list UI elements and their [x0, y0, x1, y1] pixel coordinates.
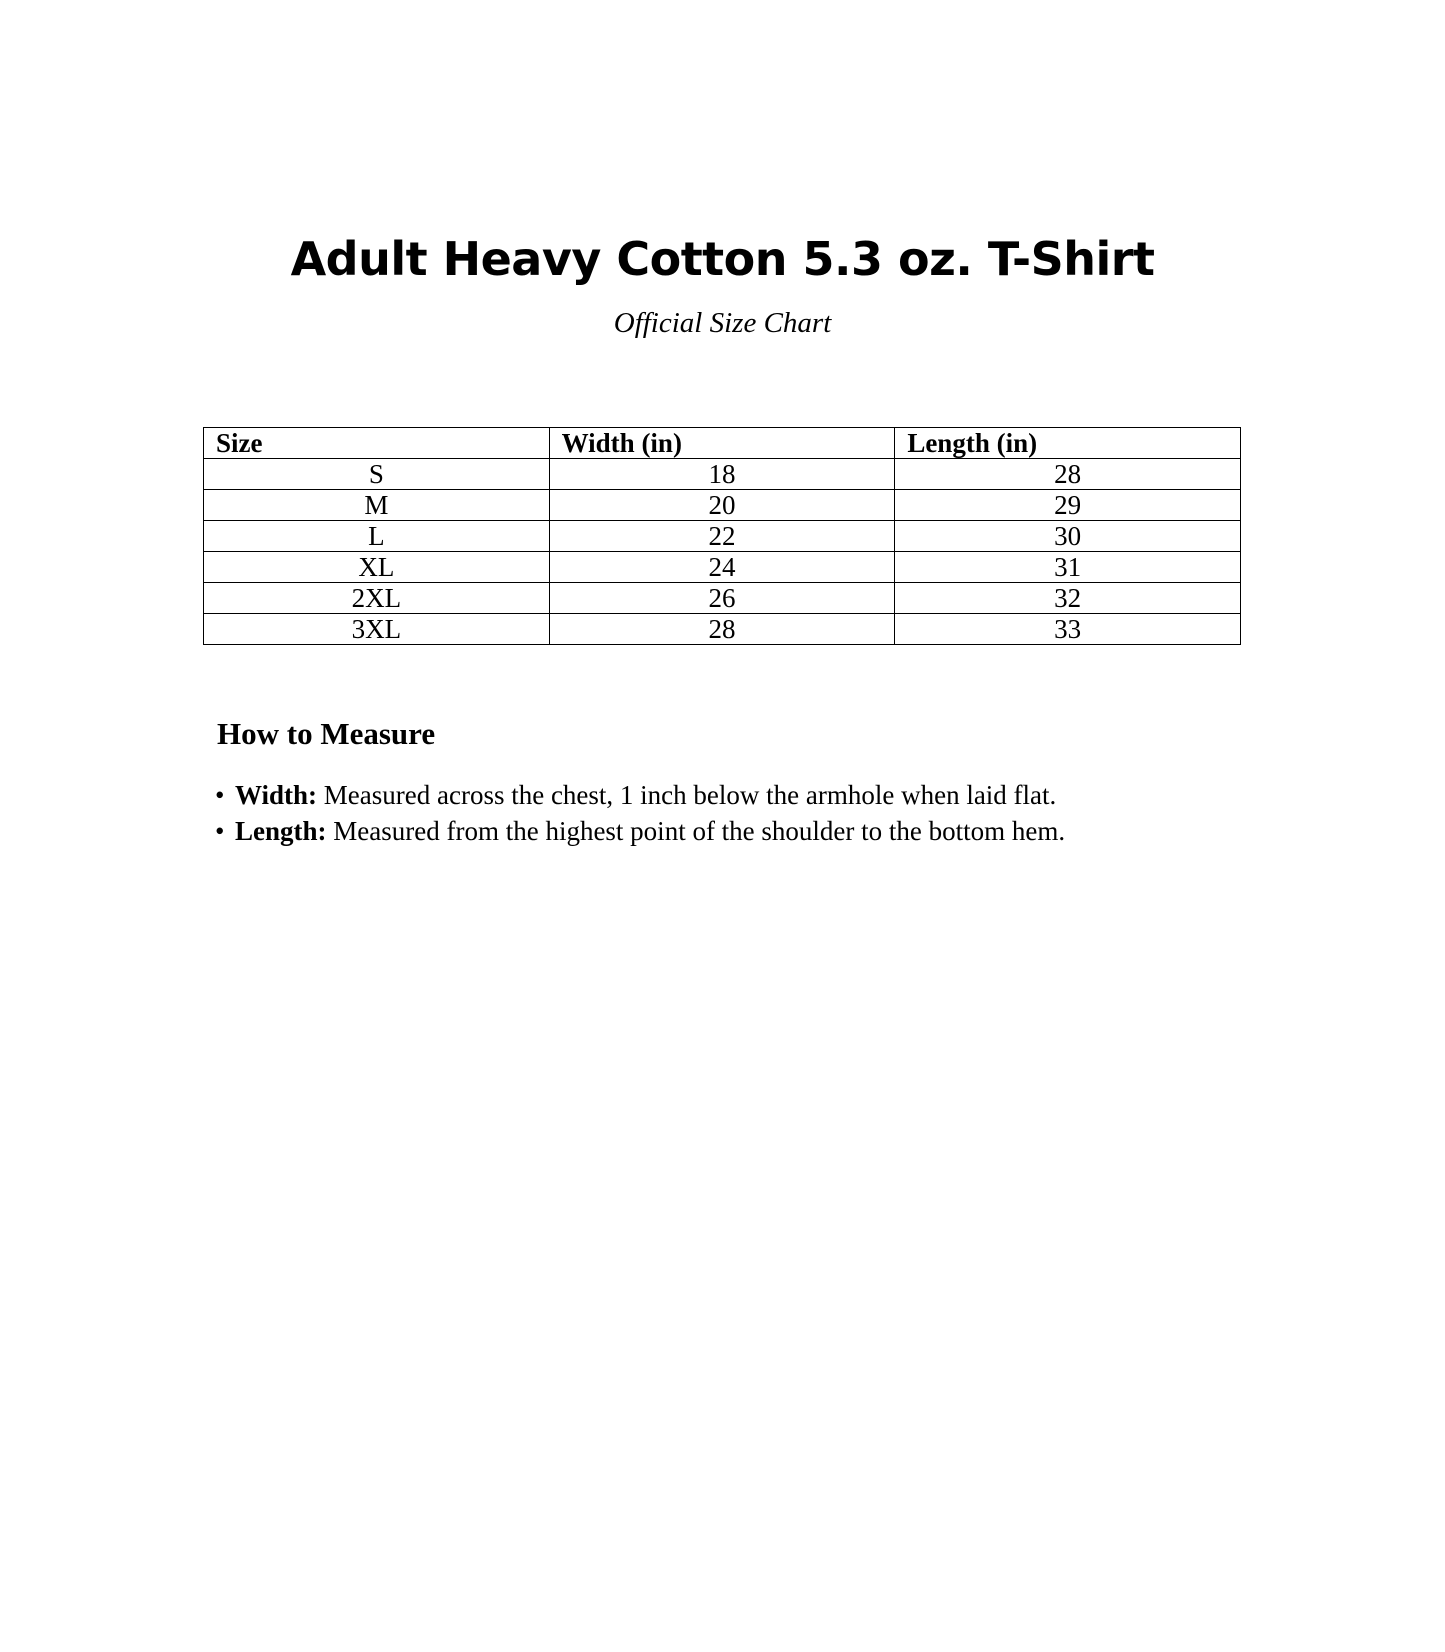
length-cell: 29 [895, 490, 1241, 521]
length-cell: 28 [895, 459, 1241, 490]
size-cell: S [204, 459, 550, 490]
table-row [204, 552, 1241, 583]
page-subtitle: Official Size Chart [613, 307, 832, 339]
note-term: Width: [235, 780, 318, 810]
how-to-measure-heading: How to Measure [217, 716, 436, 751]
table-row [204, 459, 1241, 490]
width-cell: 22 [549, 521, 895, 552]
width-cell: 18 [549, 459, 895, 490]
length-cell: 30 [895, 521, 1241, 552]
size-cell: M [204, 490, 550, 521]
table-row [204, 521, 1241, 552]
size-chart-table [203, 427, 1241, 645]
list-item-width [215, 777, 1065, 813]
size-cell: 3XL [204, 614, 550, 645]
bullet-icon: • [215, 816, 225, 846]
note-term: Length: [235, 816, 327, 846]
bullet-icon: • [215, 780, 225, 810]
size-cell: 2XL [204, 583, 550, 614]
column-header-length: Length (in) [895, 428, 1241, 459]
column-header-width: Width (in) [549, 428, 895, 459]
table-row [204, 583, 1241, 614]
table-header-row [204, 428, 1241, 459]
width-cell: 20 [549, 490, 895, 521]
size-cell: L [204, 521, 550, 552]
width-cell: 26 [549, 583, 895, 614]
size-cell: XL [204, 552, 550, 583]
column-header-size: Size [204, 428, 550, 459]
list-item-length [215, 813, 1065, 849]
length-cell: 31 [895, 552, 1241, 583]
length-cell: 33 [895, 614, 1241, 645]
measurement-notes [215, 777, 1065, 849]
page-title: Adult Heavy Cotton 5.3 oz. T-Shirt [290, 232, 1155, 286]
length-cell: 32 [895, 583, 1241, 614]
width-cell: 28 [549, 614, 895, 645]
table-row [204, 490, 1241, 521]
note-text: Measured from the highest point of the shoulder to the bottom hem. [326, 816, 1066, 846]
table-row [204, 614, 1241, 645]
note-text: Measured across the chest, 1 inch below the armhole when laid flat. [317, 780, 1057, 810]
width-cell: 24 [549, 552, 895, 583]
